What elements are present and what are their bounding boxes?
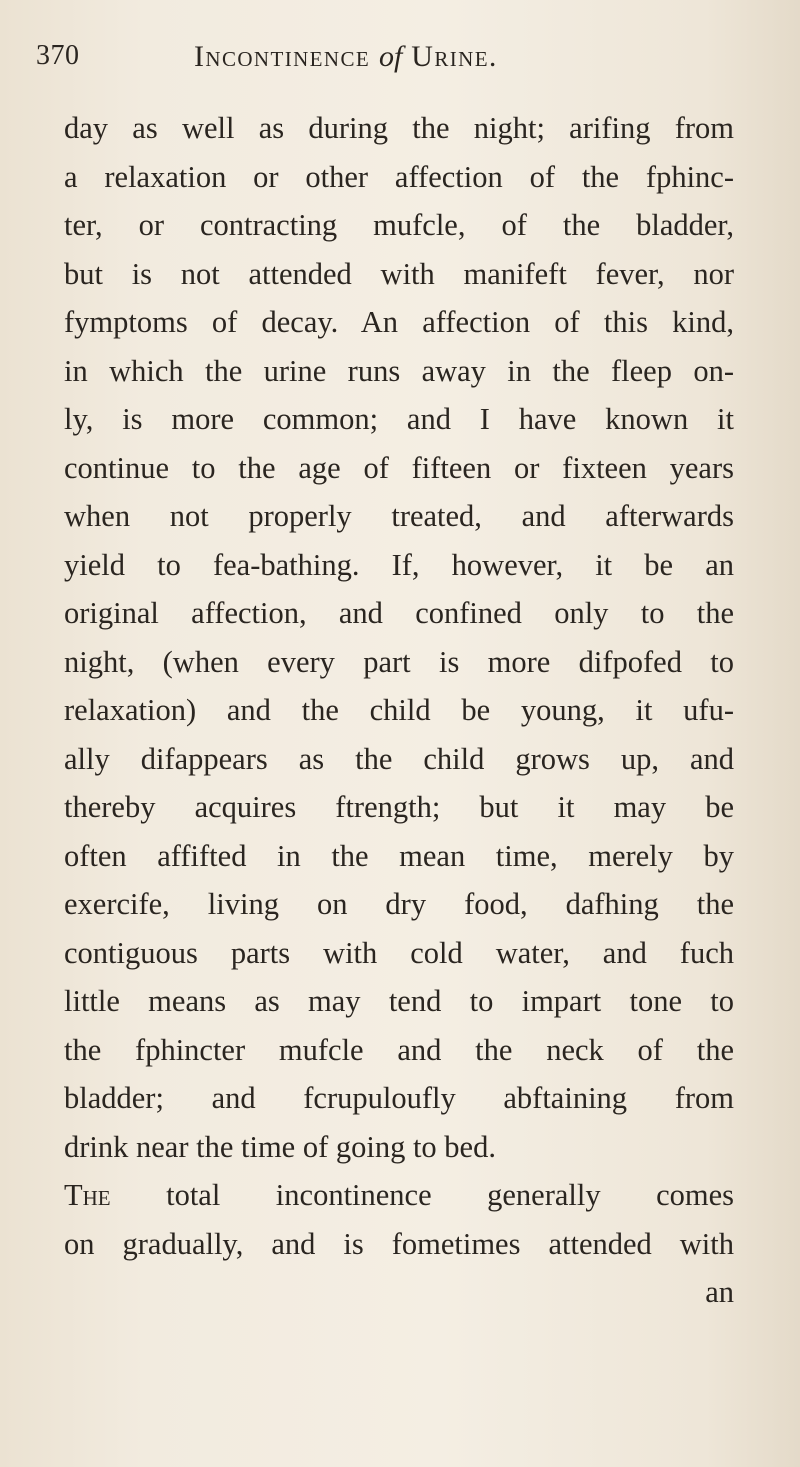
text-line-15: thereby acquires ftrength; but it may be — [64, 790, 734, 824]
page-number: 370 — [36, 40, 80, 71]
text-line-3: ter, or contracting mufcle, of the bladder, — [64, 208, 734, 242]
text-line-2: a relaxation or other affection of the fphinc- — [64, 159, 734, 194]
running-head-subject: Urine. — [411, 40, 498, 73]
catchword-line — [64, 1268, 734, 1317]
text-line-12: night, (when every part is more difpofed to — [64, 644, 734, 679]
text-line-5: fymptoms of decay. An affection of this kind, — [64, 305, 734, 339]
text-line-13: relaxation) and the child be young, it ufu- — [64, 693, 734, 727]
page-header — [36, 36, 776, 90]
text-line-10: yield to fea-bathing. If, however, it be an — [64, 547, 734, 582]
text-line-4: but is not attended with manifeft fever, nor — [64, 256, 734, 291]
catchword: an — [705, 1275, 734, 1309]
paragraph-two-first-rest: total incontinence generally comes — [110, 1178, 734, 1212]
text-line-20: the fphincter mufcle and the neck of the — [64, 1032, 734, 1067]
paragraph-two-lead: The — [64, 1178, 111, 1212]
text-line-19: little means as may tend to impart tone to — [64, 984, 734, 1018]
text-line-16: often affifted in the mean time, merely by — [64, 838, 734, 873]
text-line-8: continue to the age of fifteen or fixteen years — [64, 450, 734, 485]
body-text — [64, 104, 734, 1317]
text-line-18: contiguous parts with cold water, and fuch — [64, 935, 734, 970]
text-line-9: when not properly treated, and afterwards — [64, 499, 734, 533]
running-head-title: Incontinence — [194, 40, 371, 73]
text-line-17: exercife, living on dry food, dafhing the — [64, 887, 734, 921]
text-line-11: original affection, and confined only to the — [64, 596, 734, 630]
text-line-21: bladder; and fcrupuloufly abftaining from — [64, 1081, 734, 1115]
text-line-1: day as well as during the night; arifing from — [64, 111, 734, 145]
running-head-of: of — [379, 40, 403, 73]
running-head — [194, 40, 498, 74]
text-line-22: drink near the time of going to bed. — [64, 1129, 496, 1164]
text-line-14: ally difappears as the child grows up, and — [64, 741, 734, 776]
text-line-6: in which the urine runs away in the fleep on- — [64, 353, 734, 388]
paragraph-two-first-line — [64, 1171, 734, 1220]
text-line-7: ly, is more common; and I have known it — [64, 402, 734, 436]
paragraph-two-second-line: on gradually, and is fometimes attended with — [64, 1226, 734, 1261]
